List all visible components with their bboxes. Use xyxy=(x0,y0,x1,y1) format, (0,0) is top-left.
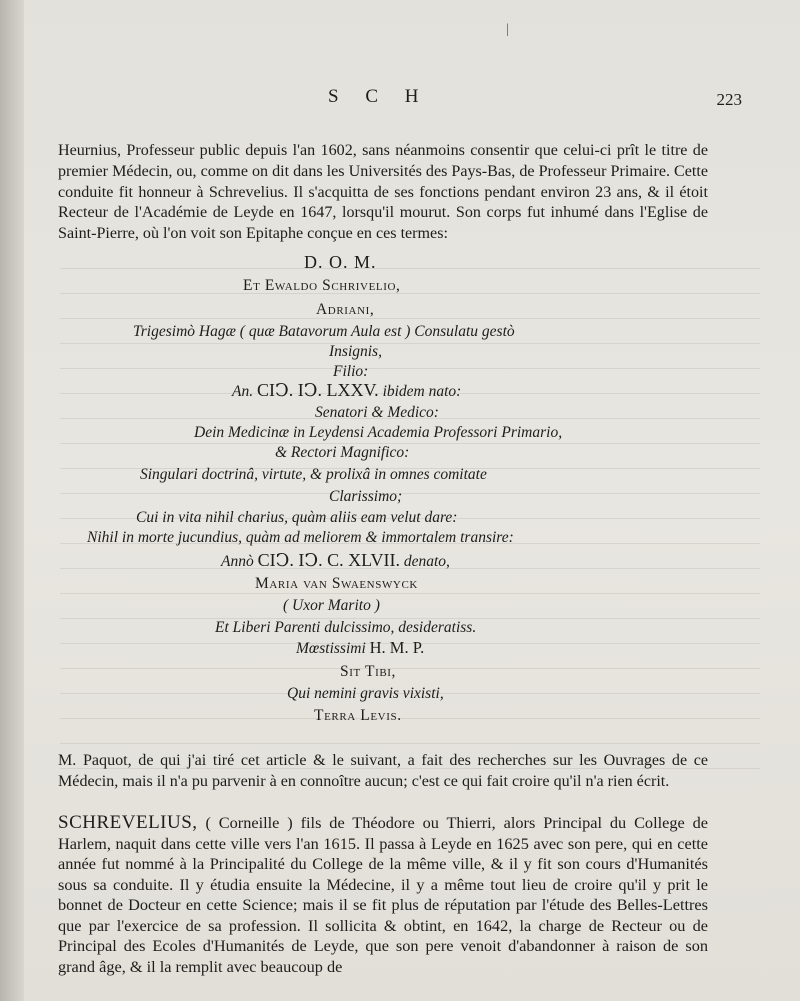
paragraph-3-text: ( Corneille ) fils de Théodore ou Thierri, alors Principal du College de Harlem, naquit dans cette ville vers l'an 1615. Il passa à Leyde en 1625 avec son pere, qui en cette année fut nommé à la Principalité du College de la même ville, & il y fit son cours d'Humanités sous sa conduite. Il y étudia ensuite la Médecine, il y a même tout lieu de croire qu'il y prit le bonnet de Docteur en cette Science; mais il se fit plus de réputation par l'étude des Belles-Lettres que par l'exercice de sa profession. Il sollicita & obtint, en 1642, la charge de Recteur ou de Principal des Ecoles d'Humanités de Leyde, que son pere venoit d'abandonner à raison de son grand âge, & il la remplit avec beaucoup de xyxy=(58,813,708,976)
epitaph-line-cui: Cui in vita nihil charius, quàm aliis eam velut dare: xyxy=(136,509,458,526)
epitaph-line-birth xyxy=(232,380,461,402)
epitaph-line-uxor: ( Uxor Marito ) xyxy=(283,597,380,614)
hmp-abbrev: H. M. P. xyxy=(369,638,425,657)
epitaph-line-qui: Qui nemini gravis vixisti, xyxy=(287,685,444,702)
top-mark: | xyxy=(506,22,509,37)
death-date: CIↃ. IↃ. C. XLVII. xyxy=(257,550,400,570)
moestissimi-prefix: Mœstissimi xyxy=(296,640,366,657)
running-title: S C H xyxy=(328,86,430,107)
epitaph-line-singulari: Singulari doctrinâ, virtute, & prolixâ in omnes comitate xyxy=(140,466,487,483)
entry-heading: SCHREVELIUS, xyxy=(58,812,198,834)
epitaph-line-senatori: Senatori & Medico: xyxy=(315,404,439,421)
epitaph-block xyxy=(58,252,708,730)
paragraph-2: M. Paquot, de qui j'ai tiré cet article & le suivant, a fait des recherches sur les Ouvrages de ce Médecin, mais il n'a pu parvenir à en connoître aucun; c'est ce qui fait croire qu'il n'a rien écrit. xyxy=(58,752,708,790)
page-gutter xyxy=(0,0,24,1001)
epitaph-line-clarissimo: Clarissimo; xyxy=(329,488,403,505)
epitaph-line-trigesimo: Trigesimò Hagæ ( quæ Batavorum Aula est ) Consulatu gestò xyxy=(133,323,515,340)
death-prefix: Annò xyxy=(221,553,254,570)
birth-date: CIↃ. IↃ. LXXV. xyxy=(256,380,379,400)
epitaph-line-ewaldo: Et Ewaldo Schrivelio, xyxy=(243,277,401,294)
epitaph-line-adriani: Adriani, xyxy=(316,301,375,318)
page-number: 223 xyxy=(716,90,742,109)
epitaph-line-filio: Filio: xyxy=(333,363,369,380)
birth-suffix: ibidem nato: xyxy=(382,383,462,400)
page-header xyxy=(60,80,742,110)
epitaph-line-death xyxy=(221,550,450,572)
epitaph-line-dom: D. O. M. xyxy=(304,252,377,272)
paragraph-1: Heurnius, Professeur public depuis l'an 1602, sans néanmoins consentir que celui-ci prît le titre de premier Médecin, ou, comme on dit dans les Universités des Pays-Bas, de Professeur Primaire. Cette conduite fit honneur à Schrevelius. Il s'acquitta de ses fonctions pendant environ 23 ans, & il étoit Recteur de l'Académie de Leyde en 1647, lorsqu'il mourut. Son corps fut inhumé dans l'Eglise de Saint-Pierre, où l'on voit son Epitaphe conçue en ces termes: xyxy=(58,142,708,242)
epitaph-line-terra: Terra Levis. xyxy=(314,707,402,724)
epitaph-line-insignis: Insignis, xyxy=(329,343,382,360)
epitaph-line-liberi: Et Liberi Parenti dulcissimo, desideratiss. xyxy=(215,619,477,636)
epitaph-line-moestissimi xyxy=(296,638,424,659)
birth-prefix: An. xyxy=(232,383,254,400)
paragraph-3 xyxy=(58,813,708,977)
epitaph-line-sit-tibi: Sit Tibi, xyxy=(340,663,397,680)
epitaph-line-nihil: Nihil in morte jucundius, quàm ad meliorem & immortalem transire: xyxy=(87,529,514,546)
epitaph-line-rectori: & Rectori Magnifico: xyxy=(275,444,410,461)
epitaph-line-dein: Dein Medicinæ in Leydensi Academia Professori Primario, xyxy=(194,424,563,441)
death-suffix: denato, xyxy=(403,553,450,570)
epitaph-line-maria: Maria van Swaenswyck xyxy=(255,575,418,592)
